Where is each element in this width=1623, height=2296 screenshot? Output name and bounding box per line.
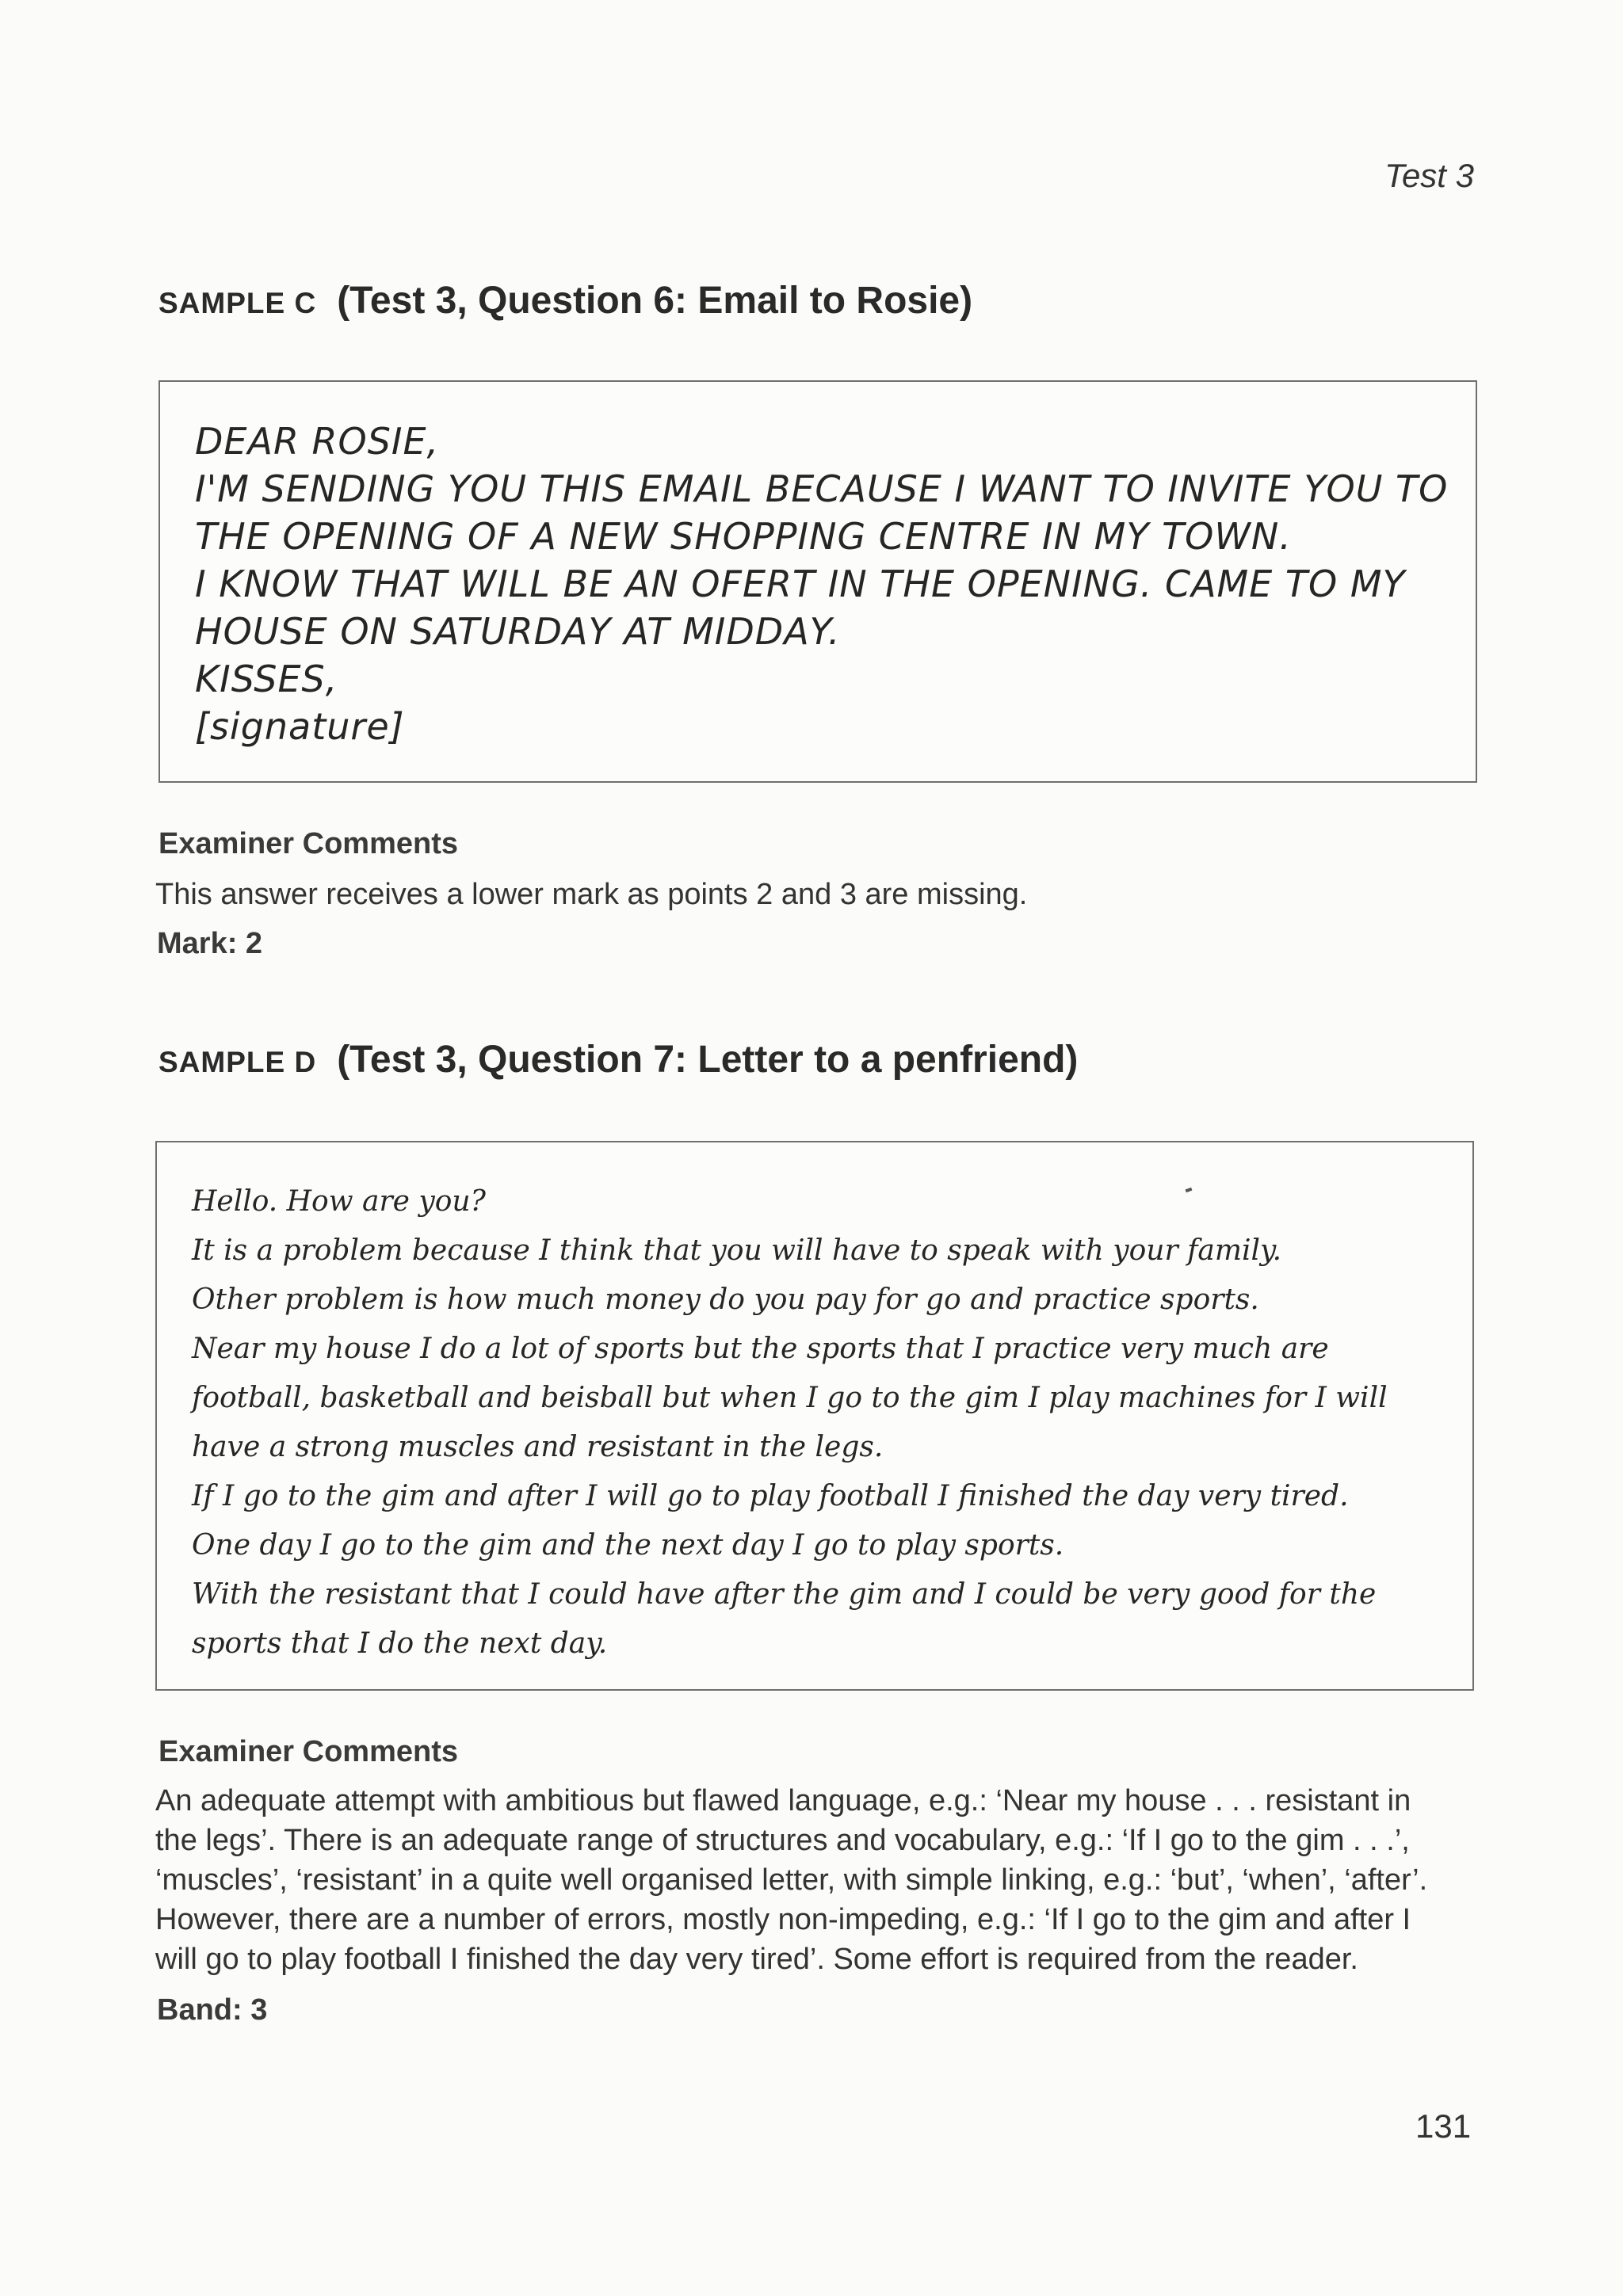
sample-c-answer-line: KISSES, [195,658,338,700]
sample-d-answer-line: With the resistant that I could have after the gim and I could be very good for the [192,1578,1377,1611]
sample-d-answer-line: have a strong muscles and resistant in the legs. [192,1431,884,1463]
comment-line: An adequate attempt with ambitious but flawed language, e.g.: ‘Near my house . . . resistant in [155,1784,1411,1817]
sample-d-answer-line: sports that I do the next day. [192,1627,608,1660]
running-head: Test 3 [1384,157,1474,194]
sample-c-mark: Mark: 2 [157,927,263,960]
sample-c-answer-line: I'M SENDING YOU THIS EMAIL BECAUSE I WANT TO INVITE YOU TO [195,467,1449,510]
sample-c-answer-line: DEAR ROSIE, [195,420,440,463]
comment-line: However, there are a number of errors, mostly non-impeding, e.g.: ‘If I go to the gim and after I [155,1903,1411,1936]
sample-d-answer-box [155,1141,1474,1691]
sample-d-heading [158,1038,1078,1081]
sample-d-answer-line: football, basketball and beisball but when I go to the gim I play machines for I will [192,1382,1388,1414]
comment-line: will go to play football I finished the day very tired’. Some effort is required from the reader. [155,1943,1358,1976]
sample-c-answer-box [158,380,1477,783]
sample-d-band: Band: 3 [157,1993,268,2027]
page-number: 131 [1415,2107,1472,2145]
sample-c-label: SAMPLE C [158,287,317,319]
sample-d-comments-text [155,1781,1495,1979]
sample-c-answer-line: [signature] [195,705,405,748]
sample-c-comments-heading: Examiner Comments [158,827,459,860]
sample-d-comments-heading: Examiner Comments [158,1735,459,1768]
sample-c-heading [158,279,972,322]
sample-d-label: SAMPLE D [158,1046,317,1078]
sample-c-answer-line: THE OPENING OF A NEW SHOPPING CENTRE IN MY TOWN. [195,515,1292,558]
sample-c-answer-line: HOUSE ON SATURDAY AT MIDDAY. [195,610,841,653]
sample-d-answer-line: One day I go to the gim and the next day I go to play sports. [192,1529,1064,1562]
sample-d-answer-line: It is a problem because I think that you will have to speak with your family. [192,1234,1282,1267]
sample-d-answer-line: Other problem is how much money do you pay for go and practice sports. [192,1283,1259,1316]
sample-c-handwritten-answer [195,418,1476,750]
sample-d-title: (Test 3, Question 7: Letter to a penfriend) [337,1039,1079,1081]
comment-line: the legs’. There is an adequate range of structures and vocabulary, e.g.: ‘If I go to the gim . . .’, [155,1824,1410,1857]
sample-c-comments-text: This answer receives a lower mark as points 2 and 3 are missing. [155,878,1028,911]
sample-c-answer-line: I KNOW THAT WILL BE AN OFERT IN THE OPENING. CAME TO MY [195,563,1406,605]
sample-d-answer-line: If I go to the gim and after I will go to play football I finished the day very tired. [192,1480,1349,1512]
sample-d-answer-line: Near my house I do a lot of sports but the sports that I practice very much are [192,1333,1329,1365]
sample-c-title: (Test 3, Question 6: Email to Rosie) [337,280,973,322]
comment-line: ‘muscles’, ‘resistant’ in a quite well organised letter, with simple linking, e.g.: ‘but’, ‘when’, ‘after’. [155,1863,1428,1897]
sample-d-answer-line: Hello. How are you? [192,1185,486,1218]
sample-d-handwritten-answer [192,1177,1472,1669]
